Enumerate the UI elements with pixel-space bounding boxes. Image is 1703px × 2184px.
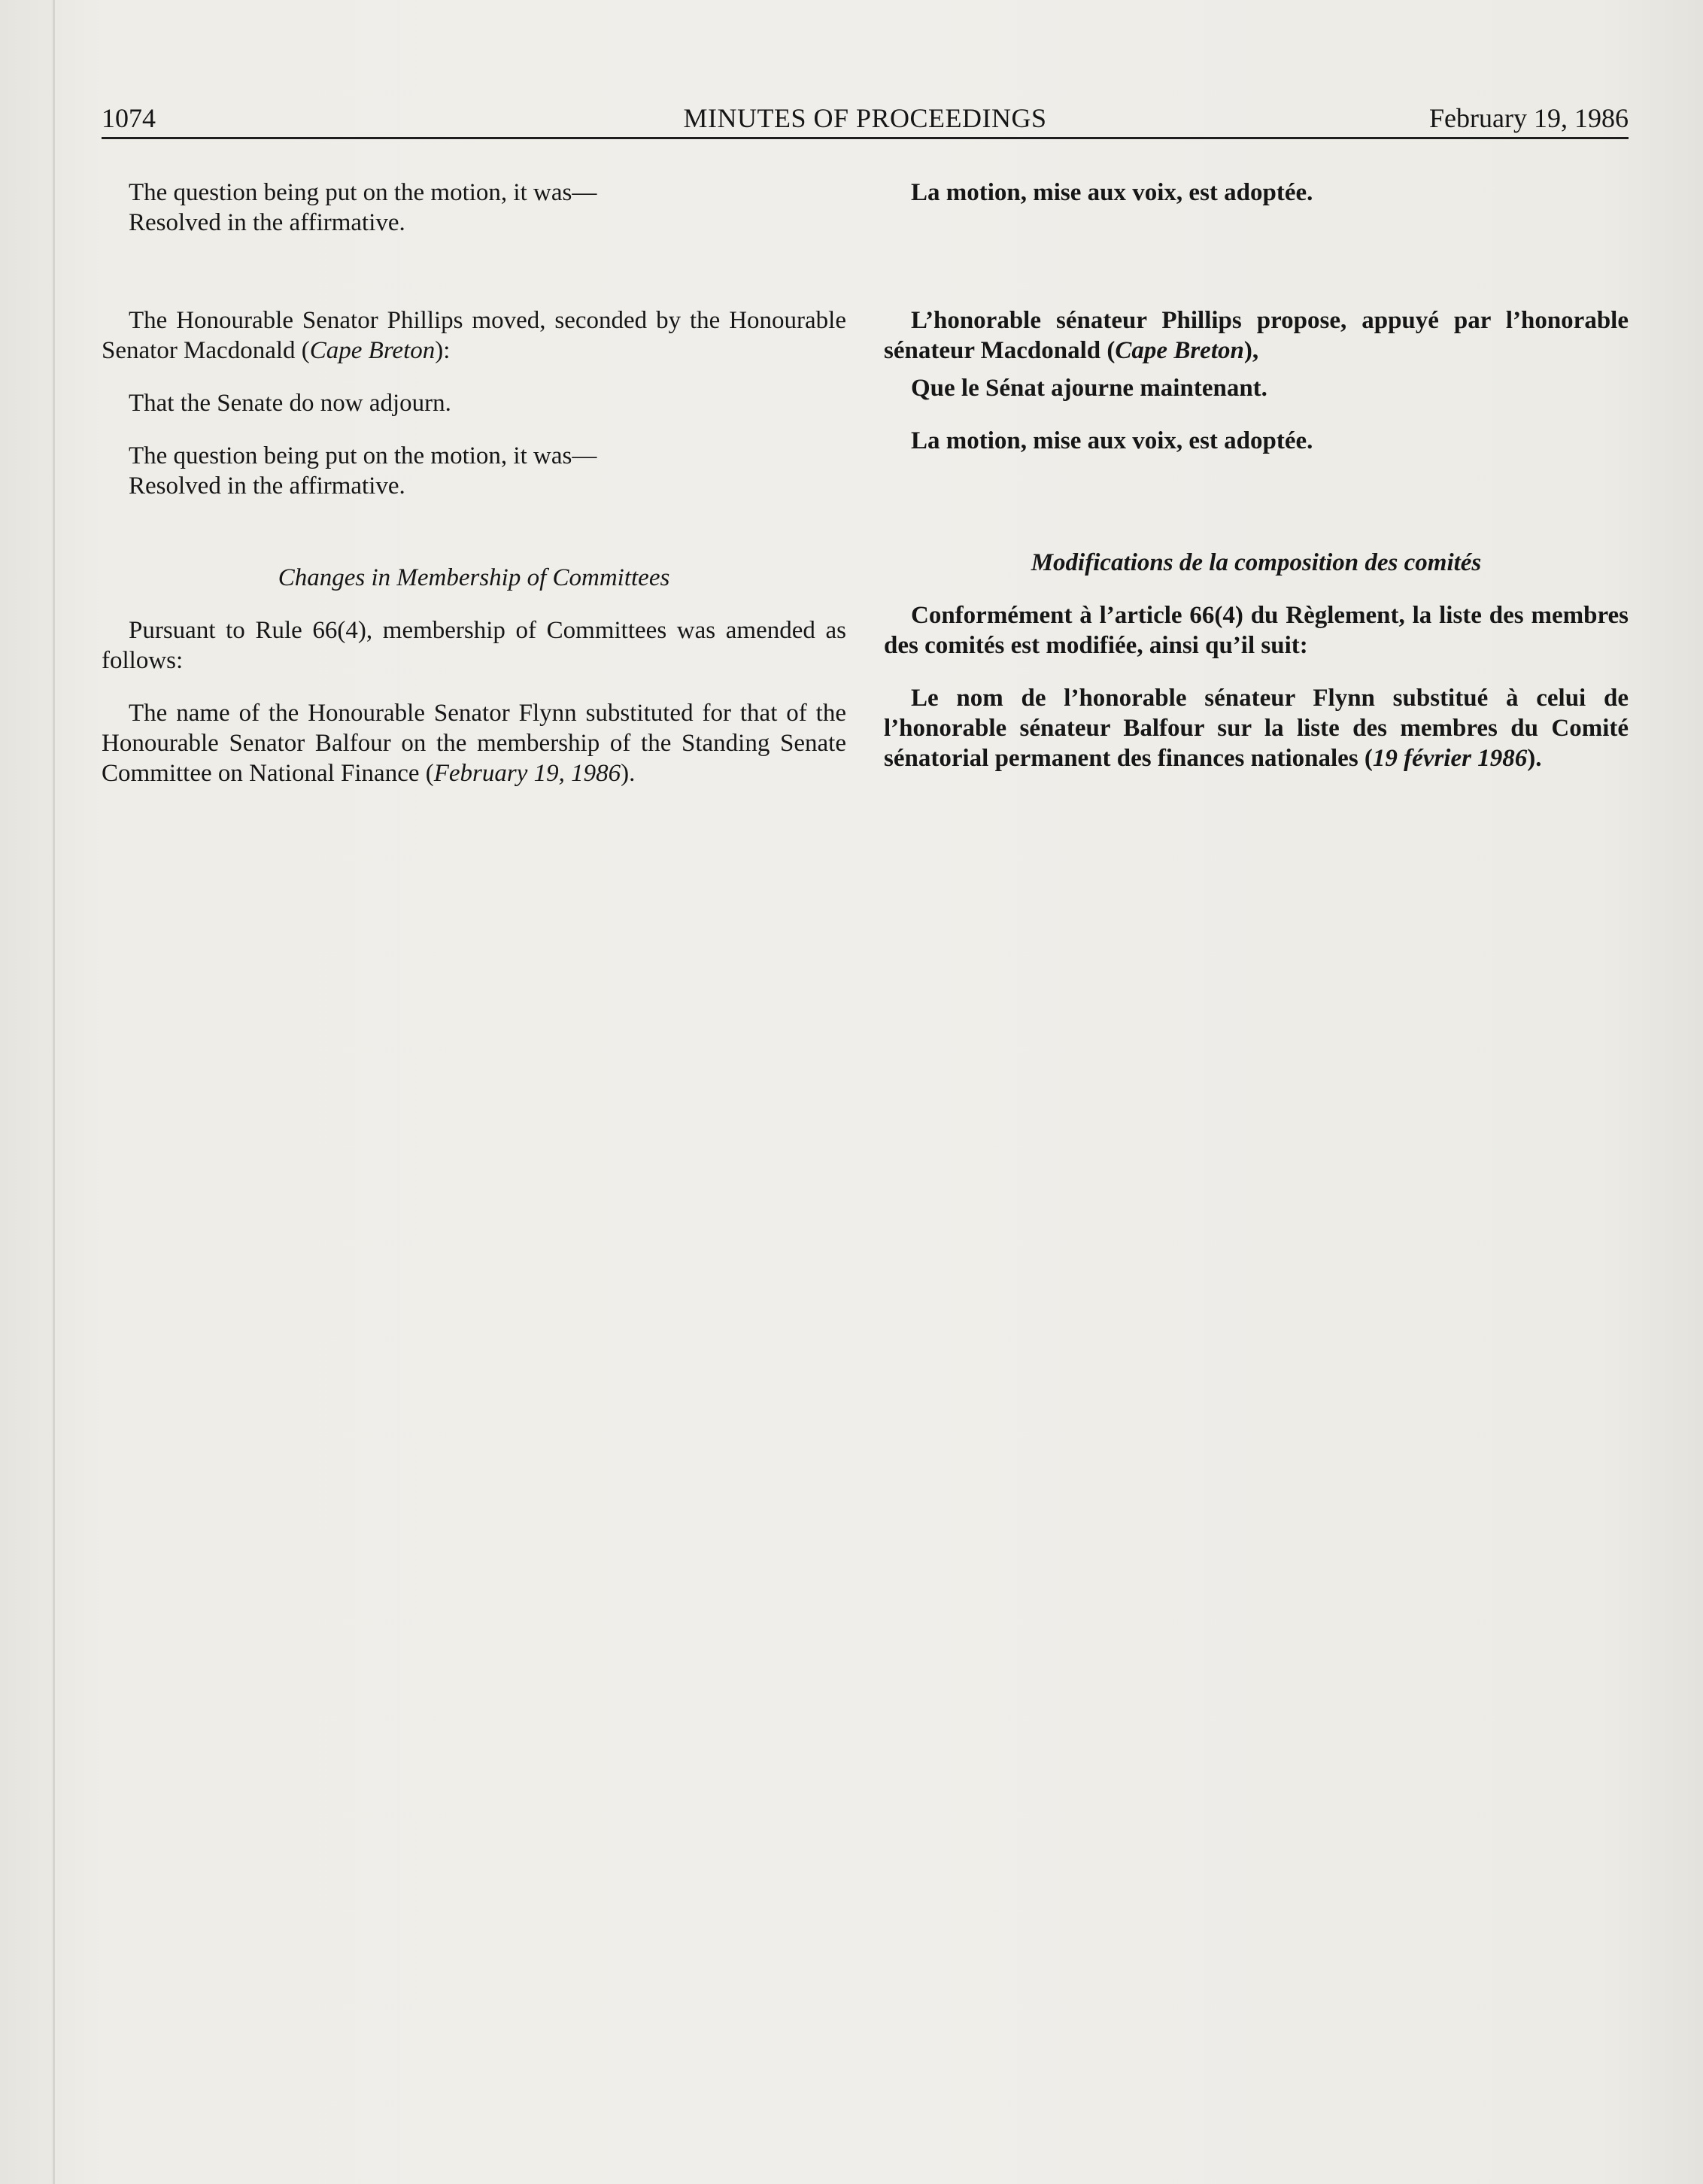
motion-adopted-line: La motion, mise aux voix, est adoptée. — [911, 179, 1313, 206]
question-put-line-2: The question being put on the motion, it was— — [129, 442, 597, 469]
page-header — [102, 102, 1629, 140]
adjourn-motion-text-fr: Que le Sénat ajourne maintenant. — [911, 375, 1267, 402]
motion-paragraph: The Honourable Senator Phillips moved, seconded by the Honourable Senator Macdonald (Cape Breton): — [102, 307, 846, 364]
rule-paragraph-fr: Conformément à l’article 66(4) du Règlement, la liste des membres des comités est modifiée, ainsi qu’il suit: — [884, 602, 1629, 659]
question-put-line: The question being put on the motion, it was— — [129, 179, 597, 206]
english-column — [102, 178, 846, 788]
page-number: 1074 — [102, 103, 156, 133]
resolved-line-2: Resolved in the affirmative. — [129, 472, 405, 500]
rule-paragraph: Pursuant to Rule 66(4), membership of Committees was amended as follows: — [102, 617, 846, 674]
page-title: MINUTES OF PROCEEDINGS — [683, 103, 1047, 133]
resolved-line: Resolved in the affirmative. — [129, 209, 405, 236]
adjourn-motion-text: That the Senate do now adjourn. — [129, 390, 451, 417]
substitution-paragraph-fr: Le nom de l’honorable sénateur Flynn substitué à celui de l’honorable sénateur Balfour sur la liste des membres du Comité sénatorial permanent des finances nationales (19 février 1986). — [884, 685, 1629, 772]
motion-adopted-line-2: La motion, mise aux voix, est adoptée. — [911, 427, 1313, 454]
page-date: February 19, 1986 — [1429, 103, 1629, 133]
section-heading: Changes in Membership of Committees — [278, 564, 670, 591]
substitution-paragraph: The name of the Honourable Senator Flynn substituted for that of the Honourable Senator Balfour on the membership of the Standing Senate Committee on National Finance (February 19, 1986). — [102, 700, 846, 787]
binding-edge — [53, 0, 55, 2184]
motion-paragraph-fr: L’honorable sénateur Phillips propose, appuyé par l’honorable sénateur Macdonald (Cape Breton), — [884, 307, 1629, 364]
section-heading-fr: Modifications de la composition des comités — [1031, 549, 1482, 576]
header-rule — [102, 137, 1629, 139]
french-column — [884, 178, 1629, 773]
